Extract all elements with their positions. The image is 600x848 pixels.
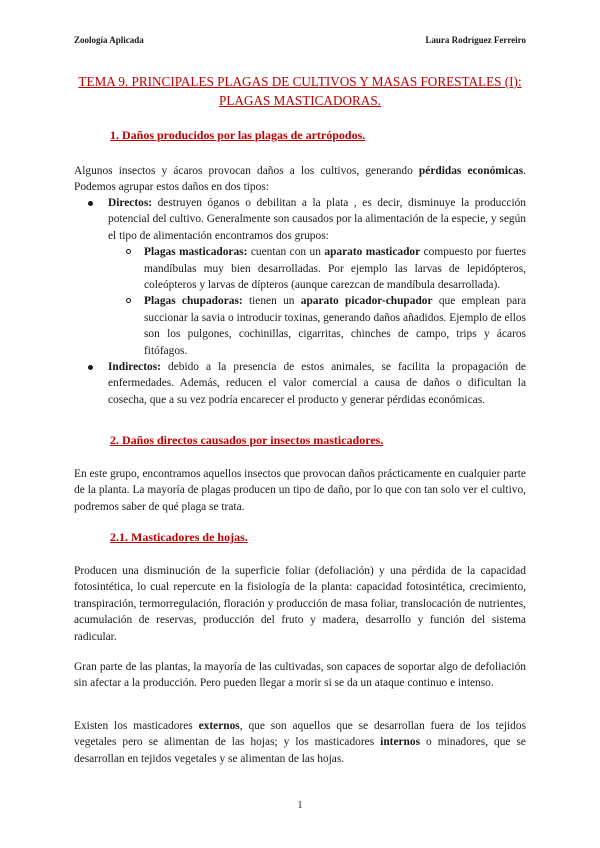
intro-text-end: . Podemos agrupar estos daños en dos tipos: xyxy=(74,165,526,194)
internos-emphasis: internos xyxy=(380,736,421,749)
section-1-heading: 1. Daños producidos por las plagas de artrópodos. xyxy=(110,128,366,142)
indirectos-label: Indirectos: xyxy=(108,361,161,374)
header-author: Laura Rodríguez Ferreiro xyxy=(425,35,526,45)
bullet-icon xyxy=(88,365,93,370)
list-item-indirectos xyxy=(74,359,526,408)
circle-bullet-icon xyxy=(126,249,131,254)
chupadoras-text: tienen un xyxy=(242,295,301,308)
document-title: TEMA 9. PRINCIPALES PLAGAS DE CULTIVOS Y MASAS FORESTALES (I): PLAGAS MASTICADORAS. xyxy=(78,74,522,108)
damage-type-list xyxy=(74,195,526,408)
section-2-1-heading: 2.1. Masticadores de hojas. xyxy=(110,530,248,544)
masticadoras-emphasis: aparato masticador xyxy=(324,246,421,259)
header-course: Zoología Aplicada xyxy=(74,35,144,45)
p3-text-mid: , que son aquellos que se desarrollan fuera de los tejidos vegetales pero se alimentan de las hojas; y los masticadores xyxy=(74,720,527,749)
masticadoras-text-end: compuesto por fuertes mandíbulas muy bien desarrolladas. Por ejemplo las larvas de lepidópteros, coleópteros y larvas de dípteros (aunque carezcan de mandíbula desarrollada). xyxy=(144,246,526,292)
circle-bullet-icon xyxy=(126,298,131,303)
directos-label: Directos: xyxy=(108,197,153,209)
chupadoras-label: Plagas chupadoras: xyxy=(144,295,243,308)
list-item-chupadoras xyxy=(74,293,526,359)
paragraph-tolerance: Gran parte de las plantas, la mayoría de las cultivadas, son capaces de soportar algo de defoliación sin afectar a la producción. Pero pueden llegar a morir si se da un ataque continuo e intenso. xyxy=(74,661,526,690)
page-header xyxy=(74,35,526,49)
p3-text: Existen los masticadores xyxy=(74,720,199,732)
paragraph-masticator-types xyxy=(74,718,526,767)
paragraph-defoliation: Producen una disminución de la superficie foliar (defoliación) y una pérdida de la capacidad fotosintética, lo cual repercute en la fisiología de la planta: capacidad fotosintética, crecimiento, transpiración, termorregulación, floración y producción de masa foliar, translocación de nutrientes, acumulación de reservas, producción del fruto y madera, desarrollo y función del sistema radicular. xyxy=(74,565,526,643)
intro-emphasis: pérdidas económicas xyxy=(418,165,524,177)
intro-text: Algunos insectos y ácaros provocan daños a los cultivos, generando xyxy=(74,165,419,177)
section-2-intro: En este grupo, encontramos aquellos insectos que provocan daños prácticamente en cualquier parte de la planta. La mayoría de plagas producen un tipo de daño, por lo que con tan solo ver el cultivo, podremos saber de qué plaga se trata. xyxy=(74,468,526,513)
bullet-icon xyxy=(88,201,93,206)
directos-text: destruyen óganos o debilitan a la plata , es decir, disminuye la producción potencial del cultivo. Generalmente son causados por la alimentación de la especie, y según el tipo de alimentación encontramos dos grupos: xyxy=(108,197,526,242)
list-item-directos xyxy=(74,195,526,244)
page-number: 1 xyxy=(297,800,303,811)
externos-emphasis: externos xyxy=(198,720,240,732)
section-2-heading: 2. Daños directos causados por insectos masticadores. xyxy=(110,433,384,447)
list-item-masticadoras xyxy=(74,244,526,293)
masticadoras-label: Plagas masticadoras: xyxy=(144,246,248,259)
masticadoras-text: cuentan con un xyxy=(247,246,325,259)
chupadoras-emphasis: aparato picador-chupador xyxy=(300,295,433,308)
indirectos-text: debido a la presencia de estos animales, se facilita la propagación de enfermedades. Además, reducen el valor comercial a causa de daños o dificultan la cosecha, que a su vez podría encarecer el producto y generar pérdidas económicas. xyxy=(108,361,526,406)
section-1-intro xyxy=(74,163,526,196)
chupadoras-text-end: que emplean para succionar la savia o introducir toxinas, generando daños añadidos. Ejemplo de ellos son los pulgones, cochinillas, cigarritas, chinches de campo, trips y ácaros fitófagos. xyxy=(144,295,527,357)
p3-text-end: o minadores, que se desarrollan en tejidos vegetales y se alimentan de las hojas. xyxy=(74,736,526,765)
